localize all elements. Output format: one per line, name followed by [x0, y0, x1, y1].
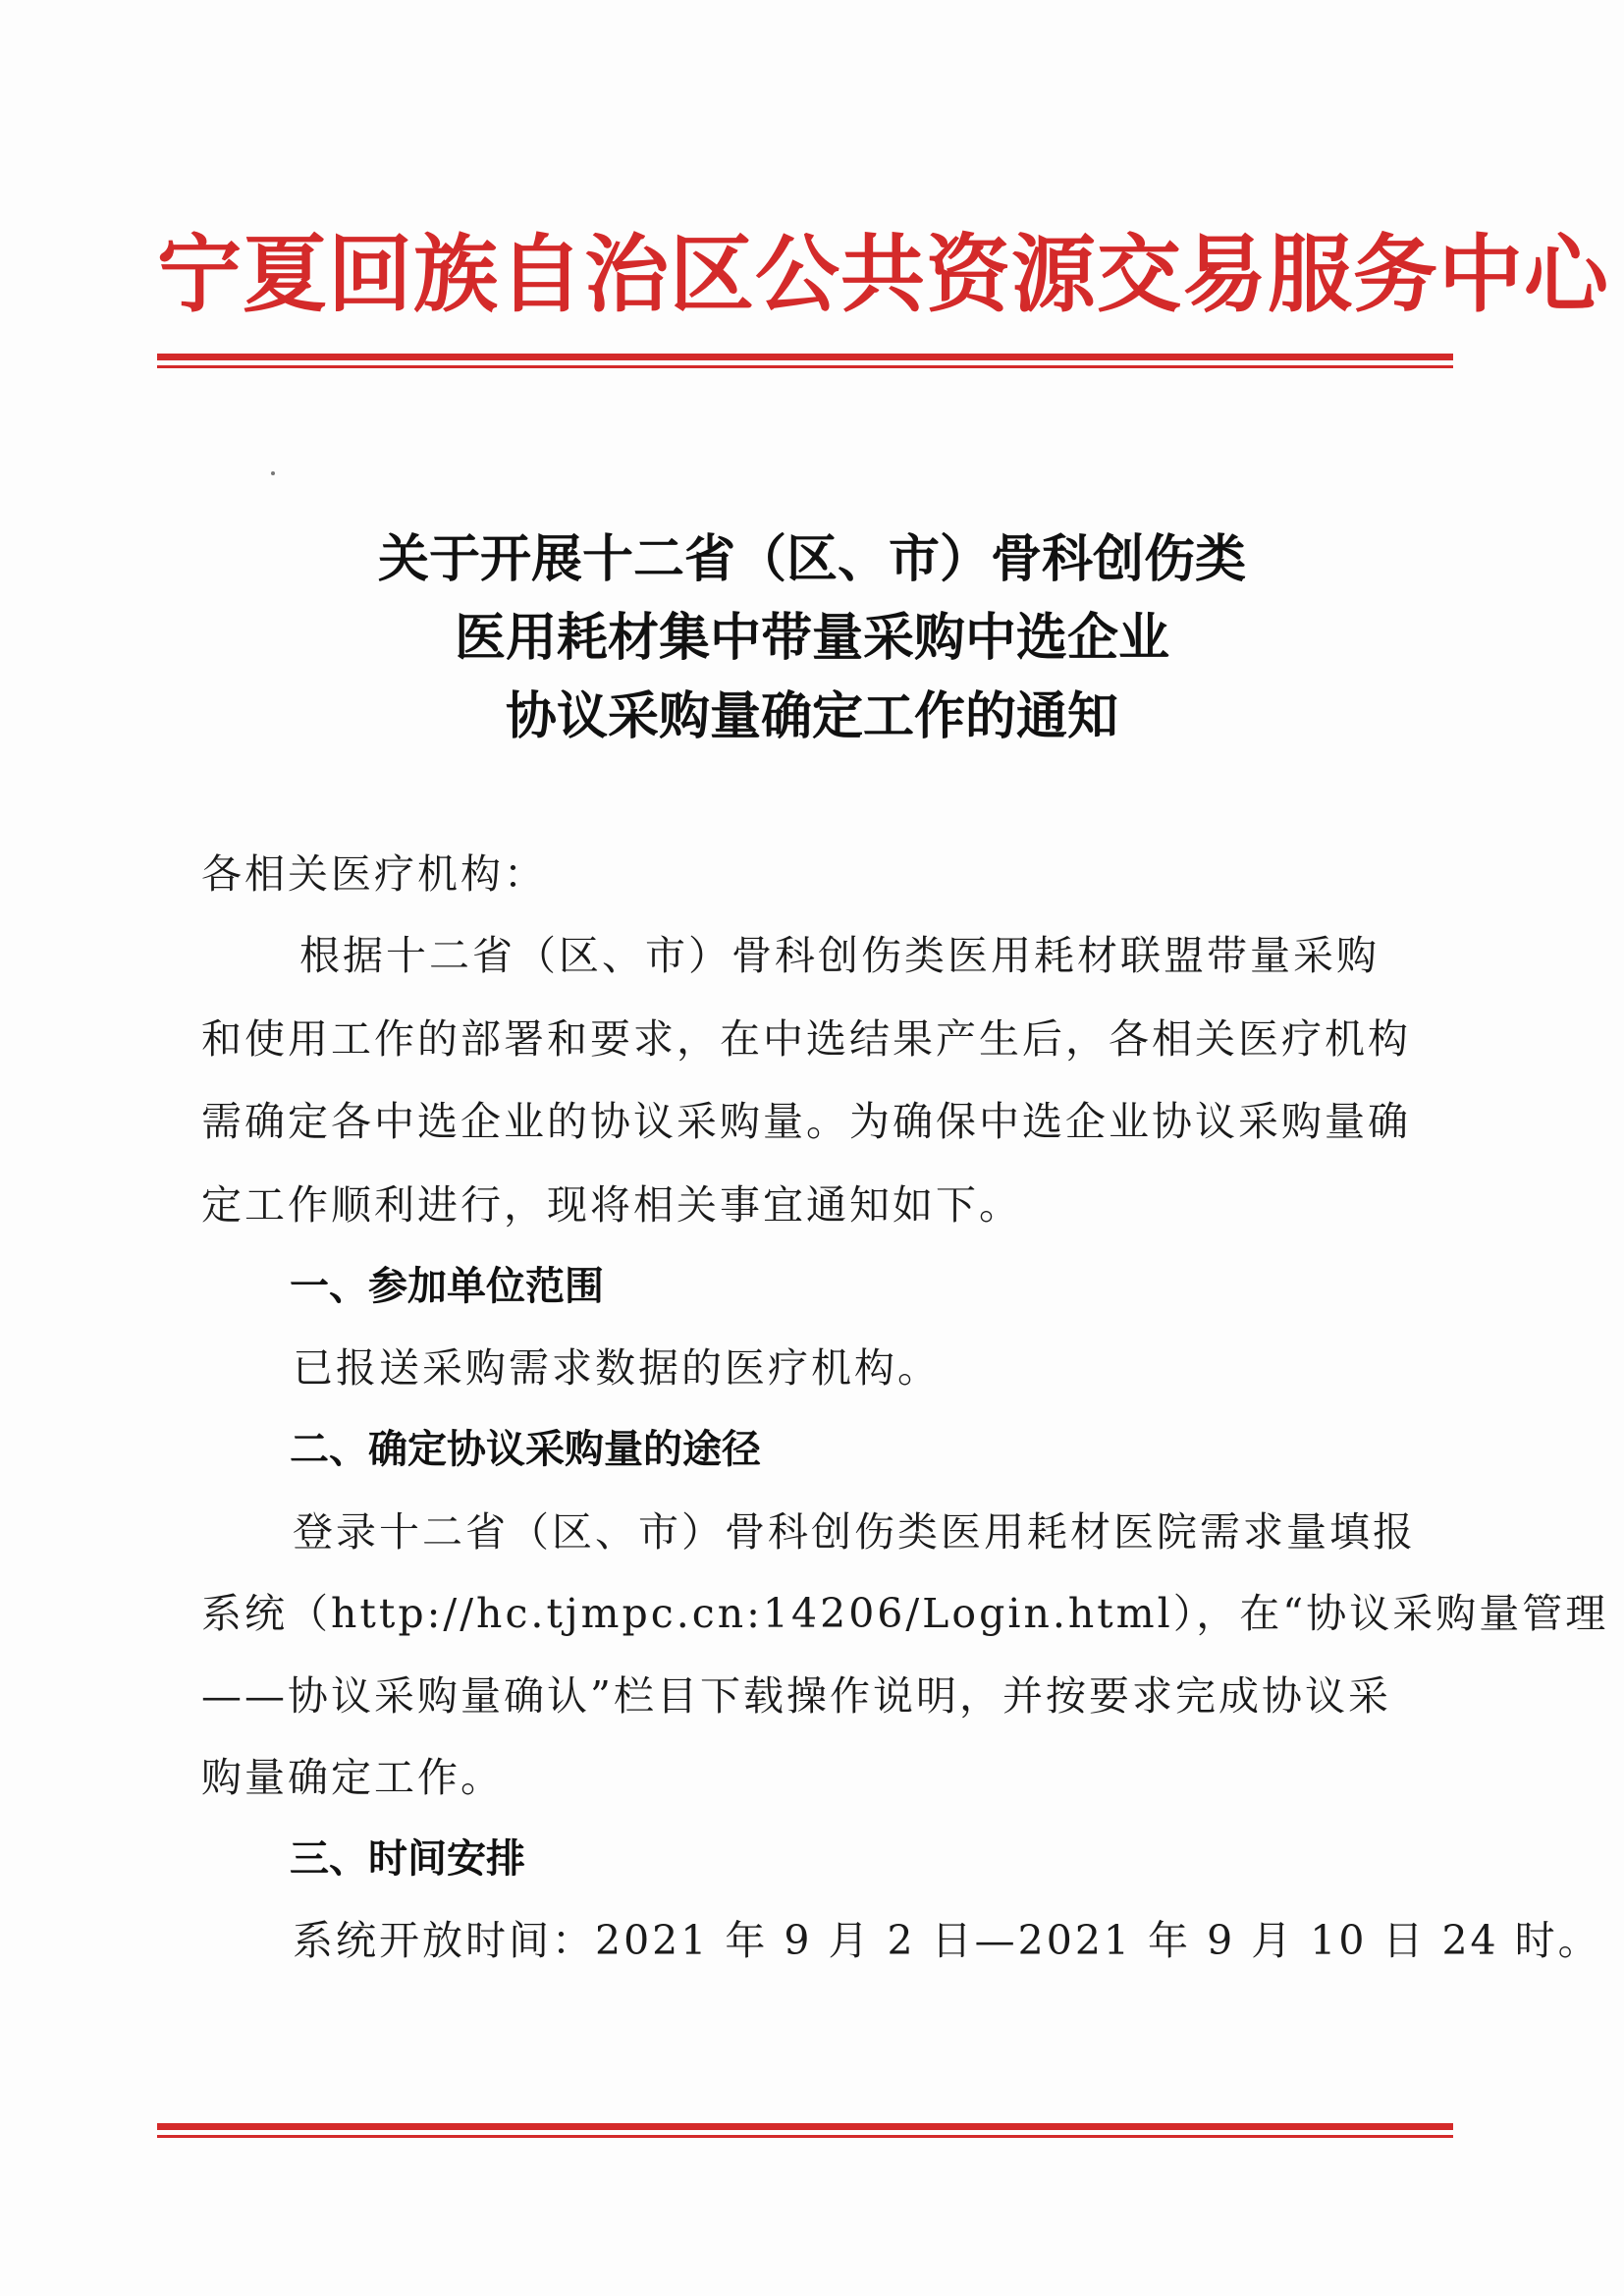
- header-red-rule-thick: [157, 354, 1453, 360]
- footer-red-rule-thin: [157, 2135, 1453, 2138]
- notice-title-line-2: 医用耗材集中带量采购中选企业: [454, 608, 1169, 668]
- section-3-text: 系统开放时间：2021 年 9 月 2 日—2021 年 9 月 10 日 24 时。: [293, 1917, 1601, 1964]
- header-red-rule-thin: [157, 365, 1453, 368]
- scan-speck: [271, 471, 275, 475]
- section-1-heading: 一、参加单位范围: [290, 1264, 604, 1309]
- section-2-heading: 二、确定协议采购量的途径: [290, 1427, 761, 1472]
- intro-paragraph-line: 需确定各中选企业的协议采购量。为确保中选企业协议采购量确: [201, 1098, 1411, 1145]
- notice-title-line-3: 协议采购量确定工作的通知: [505, 686, 1118, 746]
- intro-paragraph-line: 和使用工作的部署和要求，在中选结果产生后，各相关医疗机构: [201, 1015, 1411, 1063]
- section-3-heading: 三、时间安排: [290, 1836, 525, 1882]
- notice-title-line-1: 关于开展十二省（区、市）骨科创伤类: [377, 529, 1246, 589]
- section-1-text: 已报送采购需求数据的医疗机构。: [293, 1344, 941, 1392]
- section-2-line: ——协议采购量确认”栏目下载操作说明，并按要求完成协议采: [201, 1672, 1391, 1720]
- section-2-line: 系统（http://hc.tjmpc.cn:14206/Login.html），在“协议采购量管理: [201, 1590, 1609, 1637]
- footer-red-rule-thick: [157, 2123, 1453, 2130]
- intro-paragraph-line: 定工作顺利进行，现将相关事宜通知如下。: [201, 1181, 1022, 1229]
- issuing-organization-header: 宁夏回族自治区公共资源交易服务中心: [157, 225, 1609, 324]
- intro-paragraph-line: 根据十二省（区、市）骨科创伤类医用耗材联盟带量采购: [299, 932, 1380, 979]
- section-2-line: 登录十二省（区、市）骨科创伤类医用耗材医院需求量填报: [293, 1508, 1416, 1556]
- salutation: 各相关医疗机构：: [201, 850, 547, 898]
- section-2-line: 购量确定工作。: [201, 1754, 504, 1801]
